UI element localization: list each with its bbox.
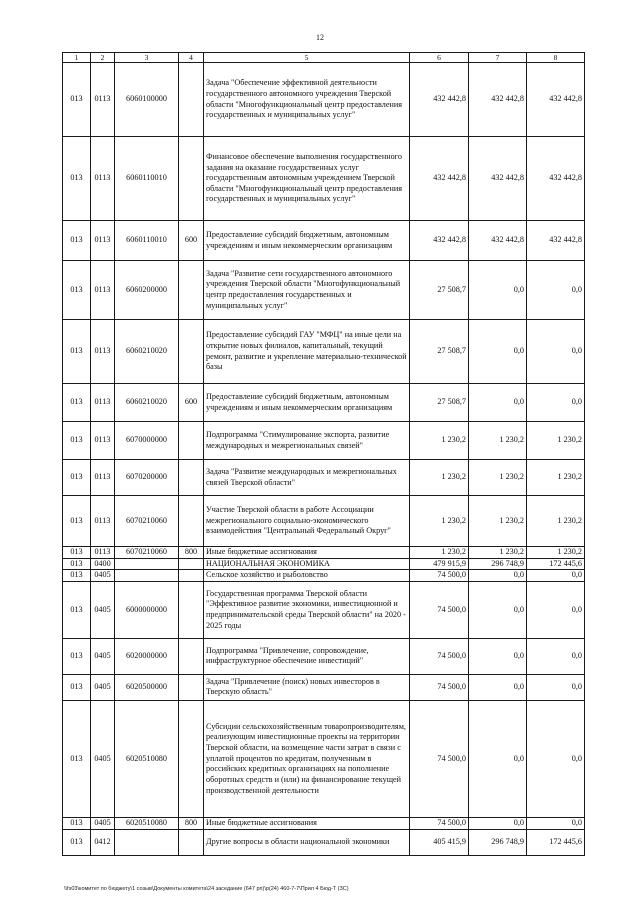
amount-col7: 0,0 — [469, 674, 527, 700]
header-cell: 2 — [91, 53, 115, 63]
section-code: 0405 — [91, 674, 115, 700]
ministry-code: 013 — [63, 460, 91, 496]
target-article-code: 6000000000 — [115, 581, 179, 638]
amount-col8: 0,0 — [527, 570, 585, 582]
target-article-code: 6070200000 — [115, 460, 179, 496]
item-description: Задача "Развитие сети государственного автономного учреждения Тверской области "Многофункциональный центр предоставления государственных и муниципальных услуг" — [204, 261, 410, 320]
ministry-code: 013 — [63, 63, 91, 137]
item-description: Предоставление субсидий бюджетным, автономным учреждениям и иным некоммерческим организациям — [204, 384, 410, 422]
amount-col7: 1 230,2 — [469, 496, 527, 547]
ministry-code: 013 — [63, 496, 91, 547]
item-description: Иные бюджетные ассигнования — [204, 817, 410, 829]
table-row — [63, 558, 585, 570]
table-row — [63, 384, 585, 422]
section-code: 0400 — [91, 558, 115, 570]
item-description: Задача "Привлечение (поиск) новых инвесторов в Тверскую область" — [204, 674, 410, 700]
amount-col8: 0,0 — [527, 384, 585, 422]
section-code: 0405 — [91, 638, 115, 674]
section-code: 0113 — [91, 422, 115, 460]
header-cell: 1 — [63, 53, 91, 63]
amount-col6: 27 508,7 — [410, 384, 469, 422]
item-description: Подпрограмма "Привлечение, сопровождение, инфраструктурное обеспечение инвестиций" — [204, 638, 410, 674]
item-description: Участие Тверской области в работе Ассоциации межрегионального социально-экономического взаимодействия "Центральный Федеральный Округ" — [204, 496, 410, 547]
table-row — [63, 674, 585, 700]
amount-col7: 0,0 — [469, 320, 527, 384]
target-article-code: 6020510080 — [115, 817, 179, 829]
amount-col8: 172 445,6 — [527, 829, 585, 855]
target-article-code: 6060110010 — [115, 221, 179, 261]
amount-col8: 432 442,8 — [527, 63, 585, 137]
amount-col8: 0,0 — [527, 817, 585, 829]
table-header-row — [63, 53, 585, 63]
expense-type-code — [179, 261, 204, 320]
ministry-code: 013 — [63, 558, 91, 570]
ministry-code: 013 — [63, 547, 91, 559]
expense-type-code: 600 — [179, 384, 204, 422]
header-cell: 4 — [179, 53, 204, 63]
amount-col7: 1 230,2 — [469, 422, 527, 460]
section-code: 0113 — [91, 221, 115, 261]
item-description: Финансовое обеспечение выполнения государственного задания на оказание государственных услуг государственным автономным учреждением Тверской области "Многофункциональный центр предоставления государственных и муниципальных услуг" — [204, 137, 410, 221]
expense-type-code: 800 — [179, 547, 204, 559]
amount-col8: 1 230,2 — [527, 547, 585, 559]
amount-col7: 296 748,9 — [469, 829, 527, 855]
section-code: 0412 — [91, 829, 115, 855]
amount-col6: 432 442,8 — [410, 221, 469, 261]
table-row — [63, 63, 585, 137]
ministry-code: 013 — [63, 422, 91, 460]
amount-col8: 1 230,2 — [527, 496, 585, 547]
section-code: 0113 — [91, 320, 115, 384]
file-path-footer: \\fs03\комитет по бюджету\1 созыв\Документы комитета\24 заседание (647 рп)\р(24) 460-7-7\Прил 4 Бюд-Т (ЗС) — [64, 886, 349, 892]
section-code: 0405 — [91, 700, 115, 817]
expense-type-code — [179, 320, 204, 384]
expense-type-code: 800 — [179, 817, 204, 829]
target-article-code: 6060210020 — [115, 384, 179, 422]
item-description: Задача "Обеспечение эффективной деятельности государственного автономного учреждения Тверской области "Многофункциональный центр предоставления государственных и муниципальных услуг" — [204, 63, 410, 137]
target-article-code: 6060110010 — [115, 137, 179, 221]
ministry-code: 013 — [63, 261, 91, 320]
amount-col8: 0,0 — [527, 581, 585, 638]
expense-type-code: 600 — [179, 221, 204, 261]
amount-col6: 1 230,2 — [410, 496, 469, 547]
expense-type-code — [179, 570, 204, 582]
target-article-code — [115, 829, 179, 855]
amount-col7: 0,0 — [469, 581, 527, 638]
ministry-code: 013 — [63, 384, 91, 422]
amount-col7: 0,0 — [469, 817, 527, 829]
section-code: 0113 — [91, 261, 115, 320]
ministry-code: 013 — [63, 700, 91, 817]
amount-col6: 74 500,0 — [410, 817, 469, 829]
amount-col6: 74 500,0 — [410, 674, 469, 700]
amount-col7: 296 748,9 — [469, 558, 527, 570]
target-article-code: 6070000000 — [115, 422, 179, 460]
ministry-code: 013 — [63, 320, 91, 384]
expense-type-code — [179, 422, 204, 460]
amount-col8: 432 442,8 — [527, 137, 585, 221]
ministry-code: 013 — [63, 817, 91, 829]
ministry-code: 013 — [63, 674, 91, 700]
table-row — [63, 581, 585, 638]
amount-col7: 0,0 — [469, 261, 527, 320]
amount-col7: 1 230,2 — [469, 547, 527, 559]
target-article-code: 6020500000 — [115, 674, 179, 700]
expense-type-code — [179, 829, 204, 855]
ministry-code: 013 — [63, 581, 91, 638]
amount-col7: 0,0 — [469, 570, 527, 582]
item-description: Предоставление субсидий ГАУ "МФЦ" на иные цели на открытие новых филиалов, капитальный, текущий ремонт, развитие и укрепление материально-технической базы — [204, 320, 410, 384]
amount-col7: 0,0 — [469, 384, 527, 422]
amount-col8: 1 230,2 — [527, 460, 585, 496]
section-code: 0113 — [91, 384, 115, 422]
amount-col8: 0,0 — [527, 700, 585, 817]
section-code: 0113 — [91, 496, 115, 547]
item-description: Предоставление субсидий бюджетным, автономным учреждениям и иным некоммерческим организациям — [204, 221, 410, 261]
amount-col8: 172 445,6 — [527, 558, 585, 570]
table-row — [63, 221, 585, 261]
section-code: 0405 — [91, 581, 115, 638]
section-code: 0113 — [91, 547, 115, 559]
amount-col6: 74 500,0 — [410, 570, 469, 582]
table-row — [63, 460, 585, 496]
amount-col7: 432 442,8 — [469, 63, 527, 137]
expense-type-code — [179, 496, 204, 547]
header-cell: 7 — [469, 53, 527, 63]
amount-col8: 432 442,8 — [527, 221, 585, 261]
table-row — [63, 137, 585, 221]
ministry-code: 013 — [63, 638, 91, 674]
page-number: 12 — [316, 33, 324, 42]
amount-col7: 0,0 — [469, 638, 527, 674]
target-article-code: 6020510080 — [115, 700, 179, 817]
expense-type-code — [179, 137, 204, 221]
table-row — [63, 496, 585, 547]
amount-col8: 1 230,2 — [527, 422, 585, 460]
amount-col6: 1 230,2 — [410, 460, 469, 496]
expense-type-code — [179, 460, 204, 496]
amount-col7: 432 442,8 — [469, 221, 527, 261]
table-row — [63, 570, 585, 582]
item-description: Иные бюджетные ассигнования — [204, 547, 410, 559]
amount-col8: 0,0 — [527, 320, 585, 384]
section-code: 0113 — [91, 137, 115, 221]
amount-col7: 432 442,8 — [469, 137, 527, 221]
expense-type-code — [179, 700, 204, 817]
table-row — [63, 700, 585, 817]
expense-type-code — [179, 638, 204, 674]
ministry-code: 013 — [63, 829, 91, 855]
target-article-code — [115, 558, 179, 570]
target-article-code: 6070210060 — [115, 496, 179, 547]
amount-col6: 74 500,0 — [410, 700, 469, 817]
header-cell: 6 — [410, 53, 469, 63]
amount-col6: 74 500,0 — [410, 581, 469, 638]
amount-col6: 405 415,9 — [410, 829, 469, 855]
table-row — [63, 829, 585, 855]
item-description: НАЦИОНАЛЬНАЯ ЭКОНОМИКА — [204, 558, 410, 570]
table-row — [63, 422, 585, 460]
section-code: 0113 — [91, 460, 115, 496]
amount-col8: 0,0 — [527, 674, 585, 700]
expense-type-code — [179, 63, 204, 137]
item-description: Задача "Развитие международных и межрегиональных связей Тверской области" — [204, 460, 410, 496]
item-description: Другие вопросы в области национальной экономики — [204, 829, 410, 855]
amount-col6: 432 442,8 — [410, 63, 469, 137]
header-cell: 3 — [115, 53, 179, 63]
target-article-code: 6060210020 — [115, 320, 179, 384]
target-article-code — [115, 570, 179, 582]
header-cell: 5 — [204, 53, 410, 63]
table-row — [63, 817, 585, 829]
target-article-code: 6060200000 — [115, 261, 179, 320]
amount-col6: 1 230,2 — [410, 547, 469, 559]
item-description: Субсидии сельскохозяйственным товаропроизводителям, реализующим инвестиционные проекты на территории Тверской области, на возмещение части затрат в связи с уплатой процентов по кредитам, полученным в российских кредитных организациях на пополнение оборотных средств и (или) на финансирование текущей производственной деятельности — [204, 700, 410, 817]
header-cell: 8 — [527, 53, 585, 63]
amount-col6: 432 442,8 — [410, 137, 469, 221]
table-row — [63, 261, 585, 320]
section-code: 0405 — [91, 817, 115, 829]
table-row — [63, 547, 585, 559]
amount-col7: 0,0 — [469, 700, 527, 817]
item-description: Государственная программа Тверской области "Эффективное развитие экономики, инвестиционной и предпринимательской среды Тверской области" на 2020 - 2025 годы — [204, 581, 410, 638]
expense-type-code — [179, 558, 204, 570]
amount-col6: 1 230,2 — [410, 422, 469, 460]
amount-col6: 479 915,9 — [410, 558, 469, 570]
table-row — [63, 638, 585, 674]
target-article-code: 6020000000 — [115, 638, 179, 674]
section-code: 0113 — [91, 63, 115, 137]
amount-col8: 0,0 — [527, 261, 585, 320]
ministry-code: 013 — [63, 570, 91, 582]
ministry-code: 013 — [63, 221, 91, 261]
target-article-code: 6070210060 — [115, 547, 179, 559]
ministry-code: 013 — [63, 137, 91, 221]
expense-type-code — [179, 674, 204, 700]
item-description: Сельское хозяйство и рыболовство — [204, 570, 410, 582]
amount-col8: 0,0 — [527, 638, 585, 674]
amount-col6: 27 508,7 — [410, 261, 469, 320]
budget-table — [62, 52, 585, 856]
table-row — [63, 320, 585, 384]
amount-col6: 27 508,7 — [410, 320, 469, 384]
item-description: Подпрограмма "Стимулирование экспорта, развитие международных и межрегиональных связей" — [204, 422, 410, 460]
section-code: 0405 — [91, 570, 115, 582]
amount-col6: 74 500,0 — [410, 638, 469, 674]
amount-col7: 1 230,2 — [469, 460, 527, 496]
target-article-code: 6060100000 — [115, 63, 179, 137]
expense-type-code — [179, 581, 204, 638]
